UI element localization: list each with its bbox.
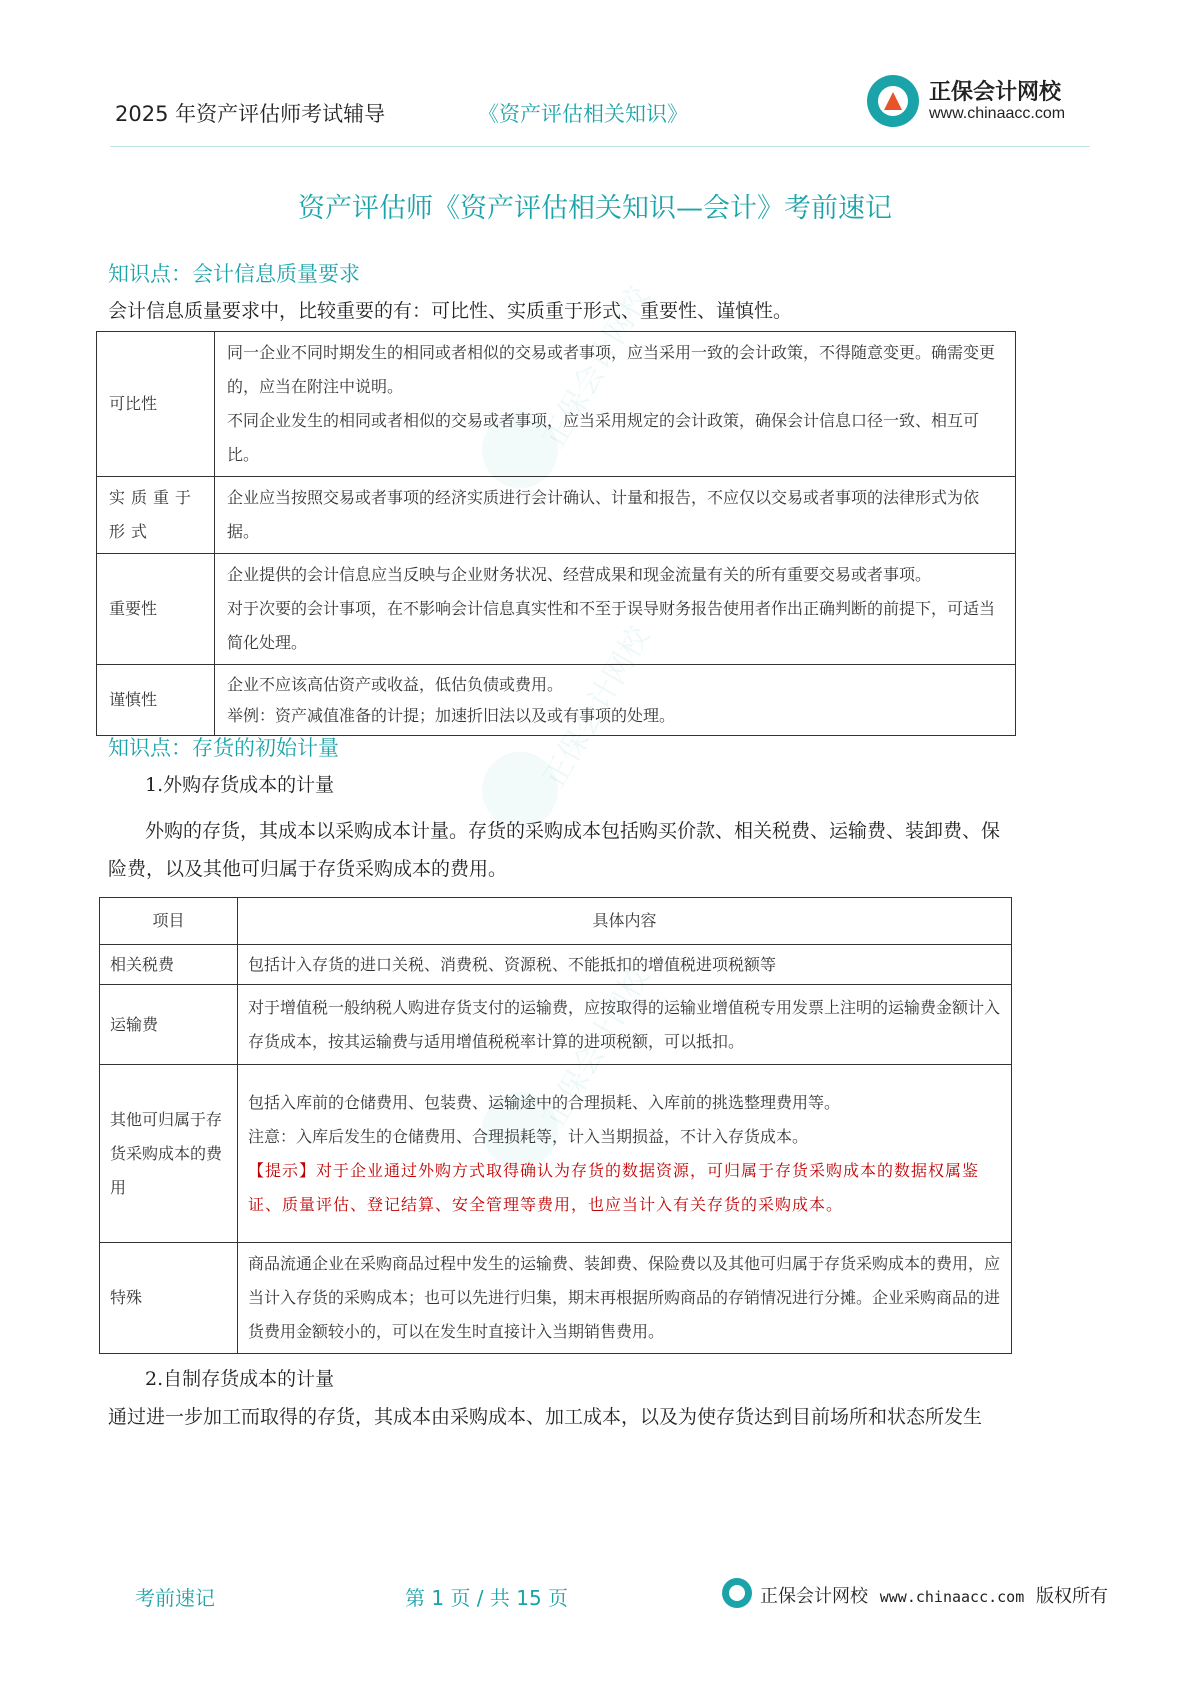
row-key: 可比性 <box>97 332 215 477</box>
row-value: 对于增值税一般纳税人购进存货支付的运输费，应按取得的运输业增值税专用发票上注明的运输费金额计入存货成本，按其运输费与适用增值税税率计算的进项税额，可以抵扣。 <box>238 985 1012 1065</box>
section1-intro: 会计信息质量要求中，比较重要的有：可比性、实质重于形式、重要性、谨慎性。 <box>108 300 793 322</box>
row-key: 相关税费 <box>100 945 238 985</box>
footer-page-number: 第 1 页 / 共 15 页 <box>405 1586 569 1610</box>
row-key: 其他可归属于存货采购成本的费用 <box>100 1065 238 1243</box>
row-value: 包括计入存货的进口关税、消费税、资源税、不能抵扣的增值税进项税额等 <box>238 945 1012 985</box>
column-header: 具体内容 <box>238 898 1012 945</box>
row-key: 谨慎性 <box>97 665 215 736</box>
row-value: 企业不应该高估资产或收益，低估负债或费用。 举例：资产减值准备的计提；加速折旧法以及或有事项的处理。 <box>215 665 1016 736</box>
row-value: 同一企业不同时期发生的相同或者相似的交易或者事项，应当采用一致的会计政策，不得随意变更。确需变更的，应当在附注中说明。 不同企业发生的相同或者相似的交易或者事项，应当采用规定的会计政策，确保会计信息口径一致、相互可比。 <box>215 332 1016 477</box>
table-row <box>97 477 1016 554</box>
logo-url: www.chinaacc.com <box>929 105 1066 122</box>
table-row <box>100 945 1012 985</box>
section2-paragraph-2: 通过进一步加工而取得的存货，其成本由采购成本、加工成本，以及为使存货达到目前场所和状态所发生 <box>108 1406 983 1428</box>
section2-subheading-1: 1.外购存货成本的计量 <box>145 774 335 796</box>
row-value: 企业应当按照交易或者事项的经济实质进行会计确认、计量和报告，不应仅以交易或者事项的法律形式为依据。 <box>215 477 1016 554</box>
document-title: 资产评估师《资产评估相关知识—会计》考前速记 <box>298 193 892 224</box>
footer-brand <box>722 1578 1122 1614</box>
table-row <box>100 1243 1012 1354</box>
row-value: 企业提供的会计信息应当反映与企业财务状况、经营成果和现金流量有关的所有重要交易或者事项。 对于次要的会计事项，在不影响会计信息真实性和不至于误导财务报告使用者作出正确判断的前提下，可适当简化处理。 <box>215 554 1016 665</box>
table-row <box>100 985 1012 1065</box>
section1-heading: 知识点：会计信息质量要求 <box>108 262 360 286</box>
row-key: 实质重于形式 <box>97 477 215 554</box>
table-header-row <box>100 898 1012 945</box>
header-exam-title: 2025 年资产评估师考试辅导 <box>115 102 386 126</box>
table-row <box>97 332 1016 477</box>
column-header: 项目 <box>100 898 238 945</box>
header-subject: 《资产评估相关知识》 <box>478 102 688 126</box>
watermark-text-1: 正保会计网校 <box>536 280 657 454</box>
logo-name: 正保会计网校 <box>929 80 1062 105</box>
table-row <box>100 1065 1012 1243</box>
header-divider <box>110 146 1090 147</box>
table-row <box>97 665 1016 736</box>
footer-label: 考前速记 <box>135 1586 215 1610</box>
watermark-text-3: 正保会计网校 <box>536 960 657 1134</box>
purchase-cost-table <box>99 897 1012 1354</box>
tip-note: 【提示】对于企业通过外购方式取得确认为存货的数据资源，可归属于存货采购成本的数据权属鉴证、质量评估、登记结算、安全管理等费用，也应当计入有关存货的采购成本。 <box>248 1160 980 1214</box>
row-value: 包括入库前的仓储费用、包装费、运输途中的合理损耗、入库前的挑选整理费用等。 注意：入库后发生的仓储费用、合理损耗等，计入当期损益，不计入存货成本。 【提示】对于企业通过外购方式取得确认为存货的数据资源，可归属于存货采购成本的数据权属鉴证、质量评估、登记结算、安全管理等费用，也应当计入有关存货的采购成本。 <box>238 1065 1012 1243</box>
row-value: 商品流通企业在采购商品过程中发生的运输费、装卸费、保险费以及其他可归属于存货采购成本的费用，应当计入存货的采购成本；也可以先进行归集，期末再根据所购商品的存销情况进行分摊。企业采购商品的进货费用金额较小的，可以在发生时直接计入当期销售费用。 <box>238 1243 1012 1354</box>
footer-brand-name: 正保会计网校 <box>760 1586 868 1607</box>
row-key: 运输费 <box>100 985 238 1065</box>
footer-site: www.chinaacc.com <box>879 1588 1025 1606</box>
section2-subheading-2: 2.自制存货成本的计量 <box>145 1368 335 1390</box>
brand-logo <box>867 71 1077 131</box>
footer-rights: 版权所有 <box>1035 1586 1108 1607</box>
footer-logo-icon <box>722 1578 752 1608</box>
watermark-text-2: 正保会计网校 <box>536 620 657 794</box>
row-key: 特殊 <box>100 1243 238 1354</box>
logo-icon <box>867 75 919 127</box>
table-row <box>97 554 1016 665</box>
quality-requirements-table <box>96 331 1016 736</box>
section2-heading: 知识点：存货的初始计量 <box>108 736 339 760</box>
section2-paragraph-1: 外购的存货，其成本以采购成本计量。存货的采购成本包括购买价款、相关税费、运输费、装卸费、保险费，以及其他可归属于存货采购成本的费用。 <box>108 820 1001 880</box>
row-key: 重要性 <box>97 554 215 665</box>
